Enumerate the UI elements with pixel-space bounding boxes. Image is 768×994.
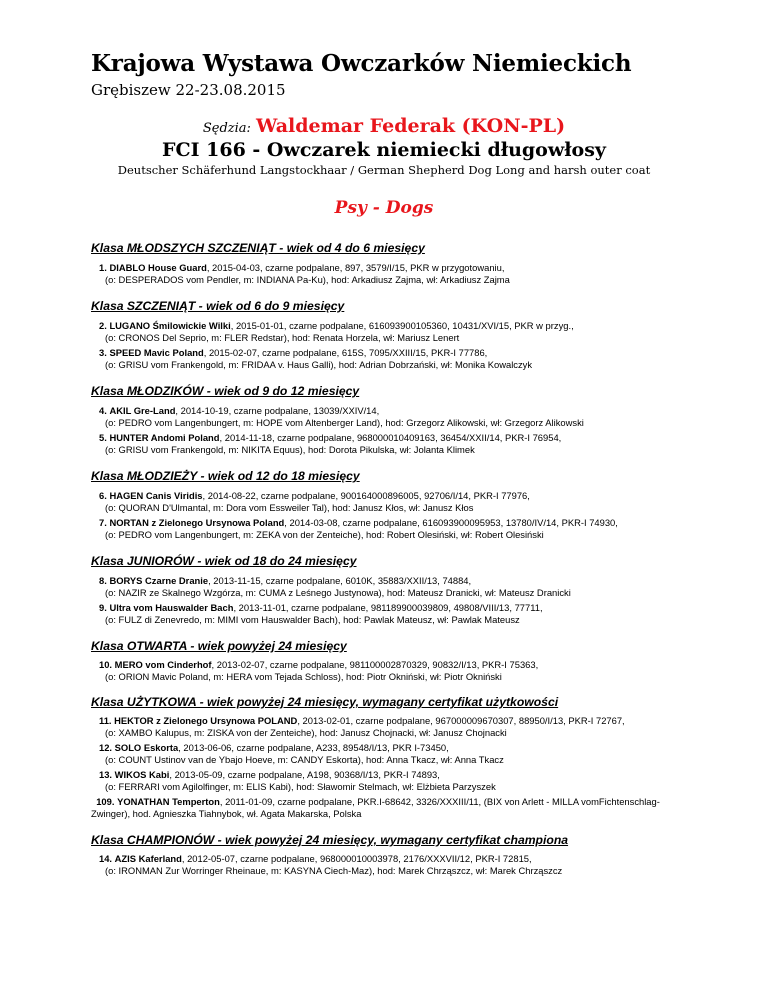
entry-details: , 2013-11-01, czarne podpalane, 981189900039809, 49808/VIII/13, 77711, bbox=[233, 602, 543, 613]
entry bbox=[99, 853, 739, 877]
entry-pedigree: (o: COUNT Ustinov van de Ybajo Hoeve, m: CANDY Eskorta), hod: Anna Tkacz, wł: Anna Tkacz bbox=[105, 754, 504, 765]
dog-name: BORYS Czarne Dranie bbox=[109, 575, 209, 586]
judge-name: Waldemar Federak (KON-PL) bbox=[256, 115, 566, 137]
entry-details: , 2014-03-08, czarne podpalane, 616093900095953, 13780/IV/14, PKR-I 74930, bbox=[284, 517, 618, 528]
dog-name: HUNTER Andomi Poland bbox=[109, 432, 220, 443]
entry-pedigree: (o: IRONMAN Zur Worringer Rheinaue, m: KASYNA Ciech-Maz), hod: Marek Chrząszcz, wł: Marek Chrząszcz bbox=[105, 865, 563, 876]
entry-number: 11. bbox=[99, 715, 112, 726]
entry-pedigree: Zwinger), hod. Agnieszka Tiahnybok, wł. Agata Makarska, Polska bbox=[91, 808, 362, 819]
entry bbox=[99, 347, 739, 371]
dog-name: HEKTOR z Zielonego Ursynowa POLAND bbox=[114, 715, 298, 726]
breed-title-english: Deutscher Schäferhund Langstockhaar / German Shepherd Dog Long and harsh outer coat bbox=[117, 163, 651, 177]
dog-name: YONATHAN Temperton bbox=[117, 796, 220, 807]
dog-name: AZIS Kaferland bbox=[114, 853, 182, 864]
entry-details: , 2015-04-03, czarne podpalane, 897, 3579/I/15, PKR w przygotowaniu, bbox=[206, 262, 505, 273]
dog-name: HAGEN Canis Viridis bbox=[109, 490, 203, 501]
entry-pedigree: (o: FERRARI vom Agilolfinger, m: ELIS Kabi), hod: Sławomir Stelmach, wł: Elżbieta Parzyszek bbox=[105, 781, 496, 792]
entry-pedigree: (o: CRONOS Del Seprio, m: FLER Redstar), hod: Renata Horzela, wł: Mariusz Lenert bbox=[105, 332, 460, 343]
sex-heading: Psy - Dogs bbox=[334, 198, 434, 218]
event-location-date: Grębiszew 22-23.08.2015 bbox=[91, 81, 286, 99]
class-heading: Klasa MŁODZIKÓW - wiek od 9 do 12 miesięcy bbox=[91, 384, 360, 398]
entry-details: , 2014-10-19, czarne podpalane, 13039/XXIV/14, bbox=[175, 405, 380, 416]
entry-number: 109. bbox=[96, 796, 115, 807]
entry-details: , 2012-05-07, czarne podpalane, 968000010003978, 2176/XXXVII/12, PKR-I 72815, bbox=[181, 853, 532, 864]
class-heading: Klasa MŁODSZYCH SZCZENIĄT - wiek od 4 do 6 miesięcy bbox=[91, 241, 425, 255]
dog-name: LUGANO Śmilowickie Wilki bbox=[109, 320, 231, 331]
entry bbox=[99, 715, 739, 739]
dog-name: WIKOS Kabi bbox=[114, 769, 170, 780]
entry-number: 10. bbox=[99, 659, 113, 670]
entry-pedigree: (o: PEDRO vom Langenbungert, m: HOPE vom Altenberger Land), hod: Grzegorz Alikowski, wł: Grzegorz Alikowski bbox=[105, 417, 584, 428]
entry-details: , 2013-05-09, czarne podpalane, A198, 90368/I/13, PKR-I 74893, bbox=[169, 769, 440, 780]
entry-number: 8. bbox=[99, 575, 107, 586]
class-heading: Klasa MŁODZIEŻY - wiek od 12 do 18 miesięcy bbox=[91, 469, 360, 483]
dog-name: DIABLO House Guard bbox=[109, 262, 207, 273]
entry bbox=[99, 769, 739, 793]
entry bbox=[99, 742, 739, 766]
entry-pedigree: (o: ORION Mavic Poland, m: HERA vom Tejada Schloss), hod: Piotr Okniński, wł: Piotr Okniński bbox=[105, 671, 502, 682]
entry-number: 6. bbox=[99, 490, 107, 501]
dog-name: NORTAN z Zielonego Ursynowa Poland bbox=[109, 517, 285, 528]
class-heading: Klasa CHAMPIONÓW - wiek powyżej 24 miesięcy, wymagany certyfikat championa bbox=[91, 833, 569, 847]
entry-number: 3. bbox=[99, 347, 107, 358]
entry bbox=[99, 320, 739, 344]
entry-details: , 2014-11-18, czarne podpalane, 968000010409163, 36454/XXII/14, PKR-I 76954, bbox=[219, 432, 562, 443]
entry bbox=[99, 517, 739, 541]
entry bbox=[99, 405, 739, 429]
dog-name: SPEED Mavic Poland bbox=[109, 347, 204, 358]
dog-name: AKIL Gre-Land bbox=[109, 405, 176, 416]
class-heading: Klasa OTWARTA - wiek powyżej 24 miesięcy bbox=[91, 639, 347, 653]
entry-pedigree: (o: PEDRO vom Langenbungert, m: ZEKA von der Zenteiche), hod: Robert Olesiński, wł: Robert Olesiński bbox=[105, 529, 544, 540]
entry-pedigree: (o: XAMBO Kalupus, m: ZISKA von der Zenteiche), hod: Janusz Chojnacki, wł: Janusz Chojnacki bbox=[105, 727, 507, 738]
dog-name: MERO vom Cinderhof bbox=[114, 659, 212, 670]
entry-pedigree: (o: GRISU vom Frankengold, m: FRIDAA v. Haus Galli), hod: Adrian Dobrzański, wł: Monika Kowalczyk bbox=[105, 359, 533, 370]
class-heading: Klasa SZCZENIĄT - wiek od 6 do 9 miesięcy bbox=[91, 299, 345, 313]
entry-number: 14. bbox=[99, 853, 113, 864]
entry-number: 2. bbox=[99, 320, 107, 331]
dog-name: Ultra vom Hauswalder Bach bbox=[109, 602, 234, 613]
entry-number: 12. bbox=[99, 742, 113, 753]
judge-label: Sędzia: bbox=[202, 121, 251, 136]
entry-details: , 2015-01-01, czarne podpalane, 616093900105360, 10431/XVI/15, PKR w przyg., bbox=[230, 320, 574, 331]
entry-number: 7. bbox=[99, 517, 107, 528]
entry bbox=[99, 432, 739, 456]
entry-number: 4. bbox=[99, 405, 107, 416]
entry-pedigree: (o: DESPERADOS vom Pendler, m: INDIANA Pa-Ku), hod: Arkadiusz Zajma, wł: Arkadiusz Zajma bbox=[105, 274, 510, 285]
entry-pedigree: (o: QUORAN D'Ulmantal, m: Dora vom Essweiler Tal), hod: Janusz Kłos, wł: Janusz Kłos bbox=[105, 502, 474, 513]
judge-line bbox=[0, 115, 768, 137]
entry bbox=[99, 575, 739, 599]
entry-number: 5. bbox=[99, 432, 107, 443]
entry-pedigree: (o: GRISU vom Frankengold, m: NIKITA Equus), hod: Dorota Pikulska, wł: Jolanta Klimek bbox=[105, 444, 475, 455]
dog-name: SOLO Eskorta bbox=[114, 742, 179, 753]
entry bbox=[91, 796, 746, 820]
entry-number: 13. bbox=[99, 769, 113, 780]
entry-details: , 2013-06-06, czarne podpalane, A233, 89548/I/13, PKR I-73450, bbox=[178, 742, 449, 753]
entry-details: , 2014-08-22, czarne podpalane, 900164000896005, 92706/I/14, PKR-I 77976, bbox=[202, 490, 530, 501]
breed-title: FCI 166 - Owczarek niemiecki długowłosy bbox=[162, 139, 606, 161]
entry-details: , 2011-01-09, czarne podpalane, PKR.I-68642, 3326/XXXIII/11, (BIX von Arlett - MILLA vomFichtenschlag- bbox=[219, 796, 660, 807]
entry-number: 9. bbox=[99, 602, 107, 613]
page-title: Krajowa Wystawa Owczarków Niemieckich bbox=[91, 50, 632, 77]
entry bbox=[99, 659, 739, 683]
class-heading: Klasa JUNIORÓW - wiek od 18 do 24 miesięcy bbox=[91, 554, 357, 568]
entry-details: , 2015-02-07, czarne podpalane, 615S, 7095/XXIII/15, PKR-I 77786, bbox=[203, 347, 488, 358]
entry-details: , 2013-02-07, czarne podpalane, 981100002870329, 90832/I/13, PKR-I 75363, bbox=[211, 659, 539, 670]
entry-pedigree: (o: NAZIR ze Skalnego Wzgórza, m: CUMA z Leśnego Justynowa), hod: Mateusz Dranicki, wł: Mateusz Dranicki bbox=[105, 587, 571, 598]
entry-pedigree: (o: FULZ di Zenevredo, m: MIMI vom Hauswalder Bach), hod: Pawlak Mateusz, wł: Pawlak Mateusz bbox=[105, 614, 520, 625]
entry bbox=[99, 262, 739, 286]
entry bbox=[99, 602, 739, 626]
entry-details: , 2013-02-01, czarne podpalane, 967000009670307, 88950/I/13, PKR-I 72767, bbox=[297, 715, 625, 726]
entry-details: , 2013-11-15, czarne podpalane, 6010K, 35883/XXII/13, 74884, bbox=[208, 575, 472, 586]
entry bbox=[99, 490, 739, 514]
class-heading: Klasa UŻYTKOWA - wiek powyżej 24 miesięcy, wymagany certyfikat użytkowości bbox=[91, 695, 559, 709]
entry-number: 1. bbox=[99, 262, 107, 273]
